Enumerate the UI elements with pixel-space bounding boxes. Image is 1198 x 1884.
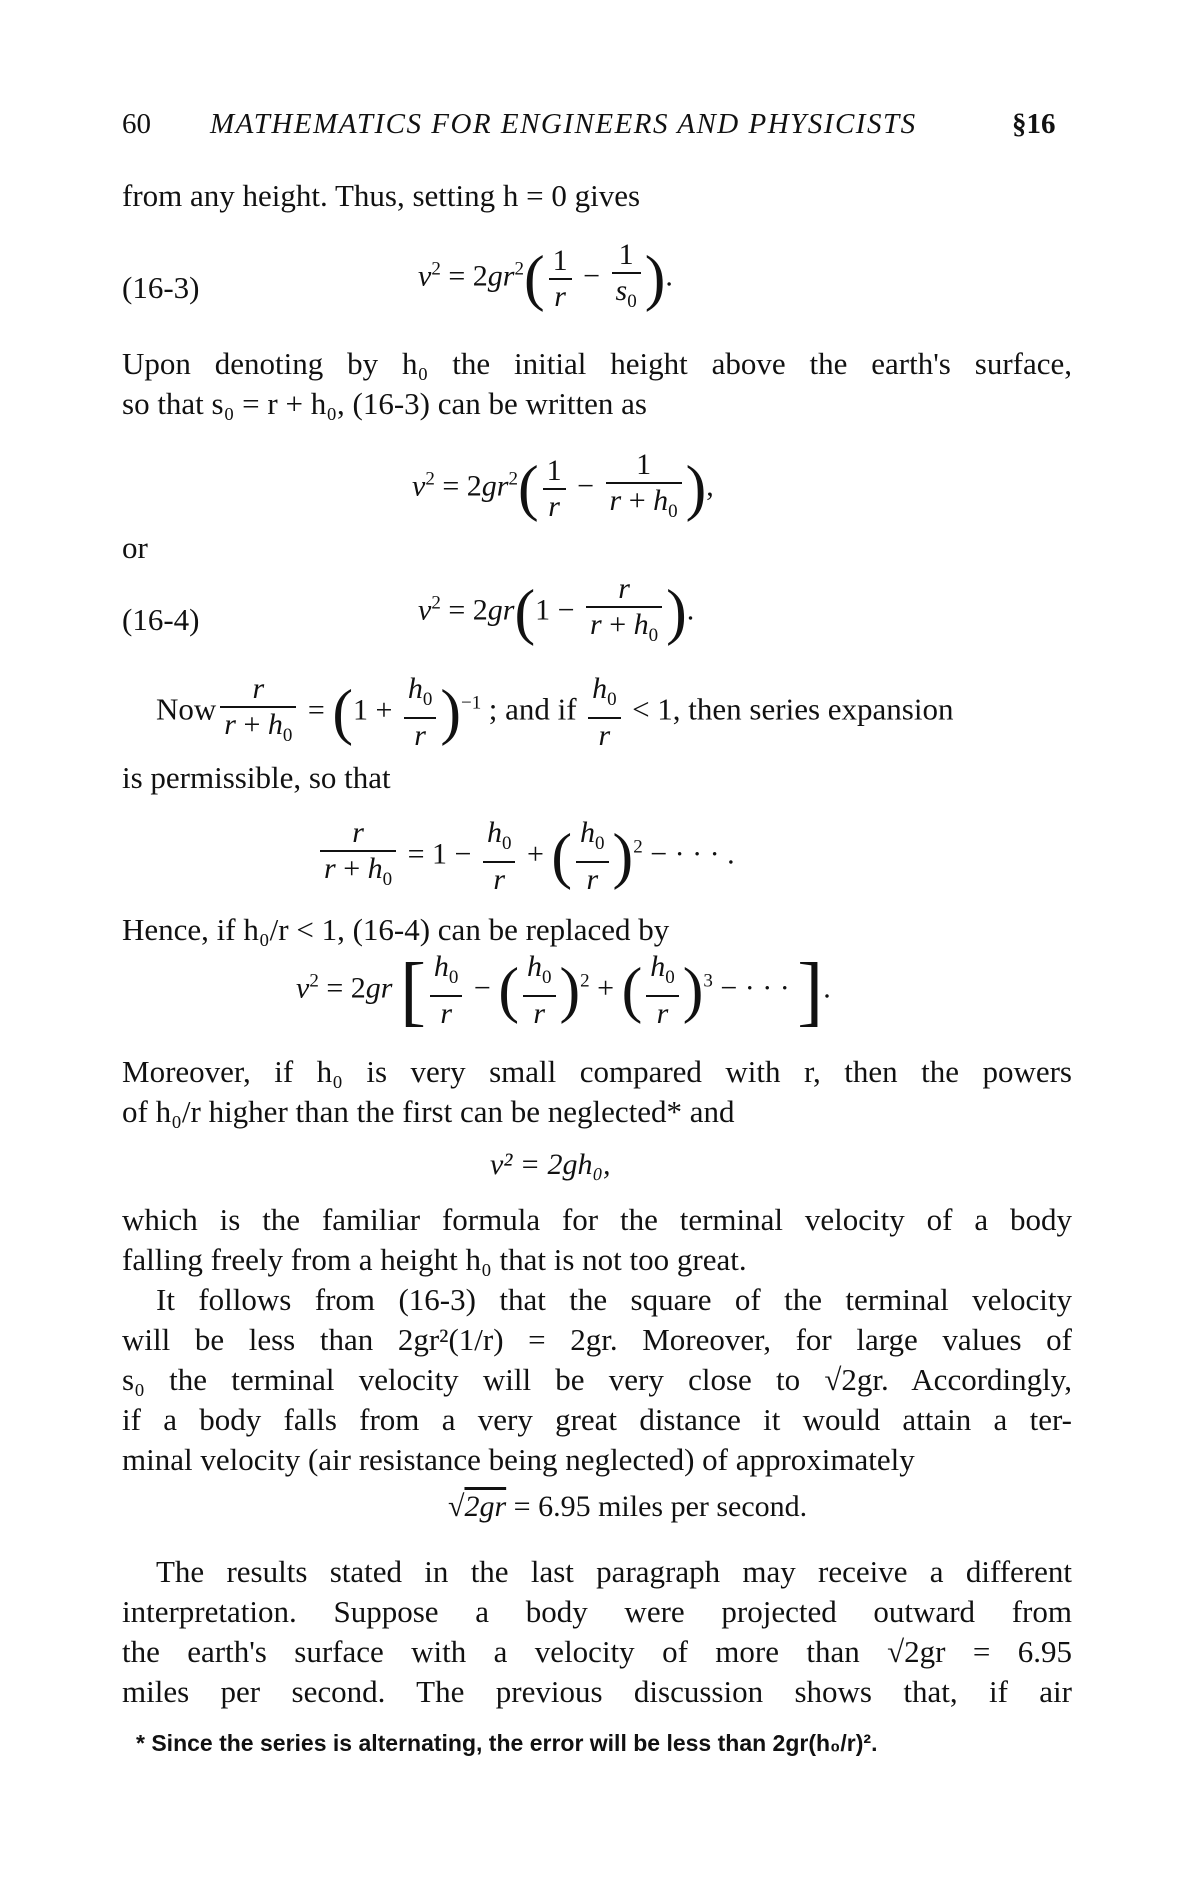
text-line: It follows from (16-3) that the square of the terminal velocity xyxy=(156,1282,1072,1317)
text-line: The results stated in the last paragraph may receive a different xyxy=(156,1554,1072,1589)
equation-label: (16-4) xyxy=(122,602,200,637)
text-line: Moreover, if h₀ is very small compared with r, then the powers xyxy=(122,1054,1072,1089)
text-line: or xyxy=(122,530,148,565)
paragraph xyxy=(122,1552,1072,1712)
paragraph xyxy=(122,1052,1072,1132)
text-fragment: Now xyxy=(156,691,217,727)
equation-16-4: $v^2 = 2gr(1$ − $\frac{r}{r + h_0}$ ). xyxy=(418,572,695,647)
equation-label: (16-3) xyxy=(122,270,200,305)
text-line: Hence, if h₀/r < 1, (16-4) can be replaced by xyxy=(122,912,670,947)
inline-equation-line: Now $\frac{r}{r + h_0}$ = (1 + $\frac{h_0}{r}$ )$^{-1}$ ; and if $\frac{h_0}{r}$ < 1, then series expansion xyxy=(156,672,954,752)
text-line: miles per second. The previous discussion shows that, if air xyxy=(122,1674,1072,1709)
text-line: is permissible, so that xyxy=(122,760,391,795)
text-line: s₀ the terminal velocity will be very close to √2gr. Accordingly, xyxy=(122,1362,1072,1397)
footnote: * Since the series is alternating, the error will be less than 2gr(h₀/r)². xyxy=(136,1730,878,1756)
text-line: falling freely from a height h₀ that is not too great. xyxy=(122,1242,747,1277)
equation-terminal-velocity: v² = 2gh₀, xyxy=(490,1148,611,1181)
text-line: of h₀/r higher than the first can be neglected* and xyxy=(122,1094,735,1129)
text-line: minal velocity (air resistance being neglected) of approximately xyxy=(122,1442,915,1477)
text-line: interpretation. Suppose a body were projected outward from xyxy=(122,1594,1072,1629)
equation-bracket-series: $v^2 = 2gr$ [ $\frac{h_0}{r}$ − ( $\frac{h_0}{r}$ )$^2$ + ( $\frac{h_0}{r}$ )$^3$ − · · · ]. xyxy=(296,946,831,1034)
text-fragment: < 1, then series expansion xyxy=(632,691,954,727)
text-line: so that s₀ = r + h₀, (16-3) can be written as xyxy=(122,386,647,421)
section-number: §16 xyxy=(1012,108,1056,140)
equation-16-3: $v^2 = 2gr^2$( $\frac{1}{r}$ − $\frac{1}{s_0}$ ). xyxy=(418,238,673,313)
paragraph xyxy=(122,1280,1072,1480)
equation: $v^2 = 2gr^2$( $\frac{1}{r}$ − $\frac{1}{r + h_0}$ ), xyxy=(412,448,714,523)
text-line: from any height. Thus, setting h = 0 gives xyxy=(122,178,641,213)
text-line: the earth's surface with a velocity of more than √2gr = 6.95 xyxy=(122,1634,1072,1669)
running-title: MATHEMATICS FOR ENGINEERS AND PHYSICISTS xyxy=(210,108,917,140)
text-line: which is the familiar formula for the terminal velocity of a body xyxy=(122,1202,1072,1237)
equation-sqrt: √2gr = 6.95 miles per second. xyxy=(448,1490,808,1523)
equation-text: = 6.95 miles per second. xyxy=(513,1490,808,1523)
paragraph xyxy=(122,344,1072,424)
text-line: if a body falls from a very great distance it would attain a ter- xyxy=(122,1402,1072,1437)
paragraph xyxy=(122,1200,1072,1280)
page-number: 60 xyxy=(122,108,151,140)
text-line: Upon denoting by h₀ the initial height above the earth's surface, xyxy=(122,346,1072,381)
equation-series: $\frac{r}{r + h_0}$ = 1 − $\frac{h_0}{r}$ + ( $\frac{h_0}{r}$ )$^2$ − · · · . xyxy=(316,816,735,897)
text-fragment: ; and if xyxy=(488,691,577,727)
text-line: will be less than 2gr²(1/r) = 2gr. Moreover, for large values of xyxy=(122,1322,1072,1357)
